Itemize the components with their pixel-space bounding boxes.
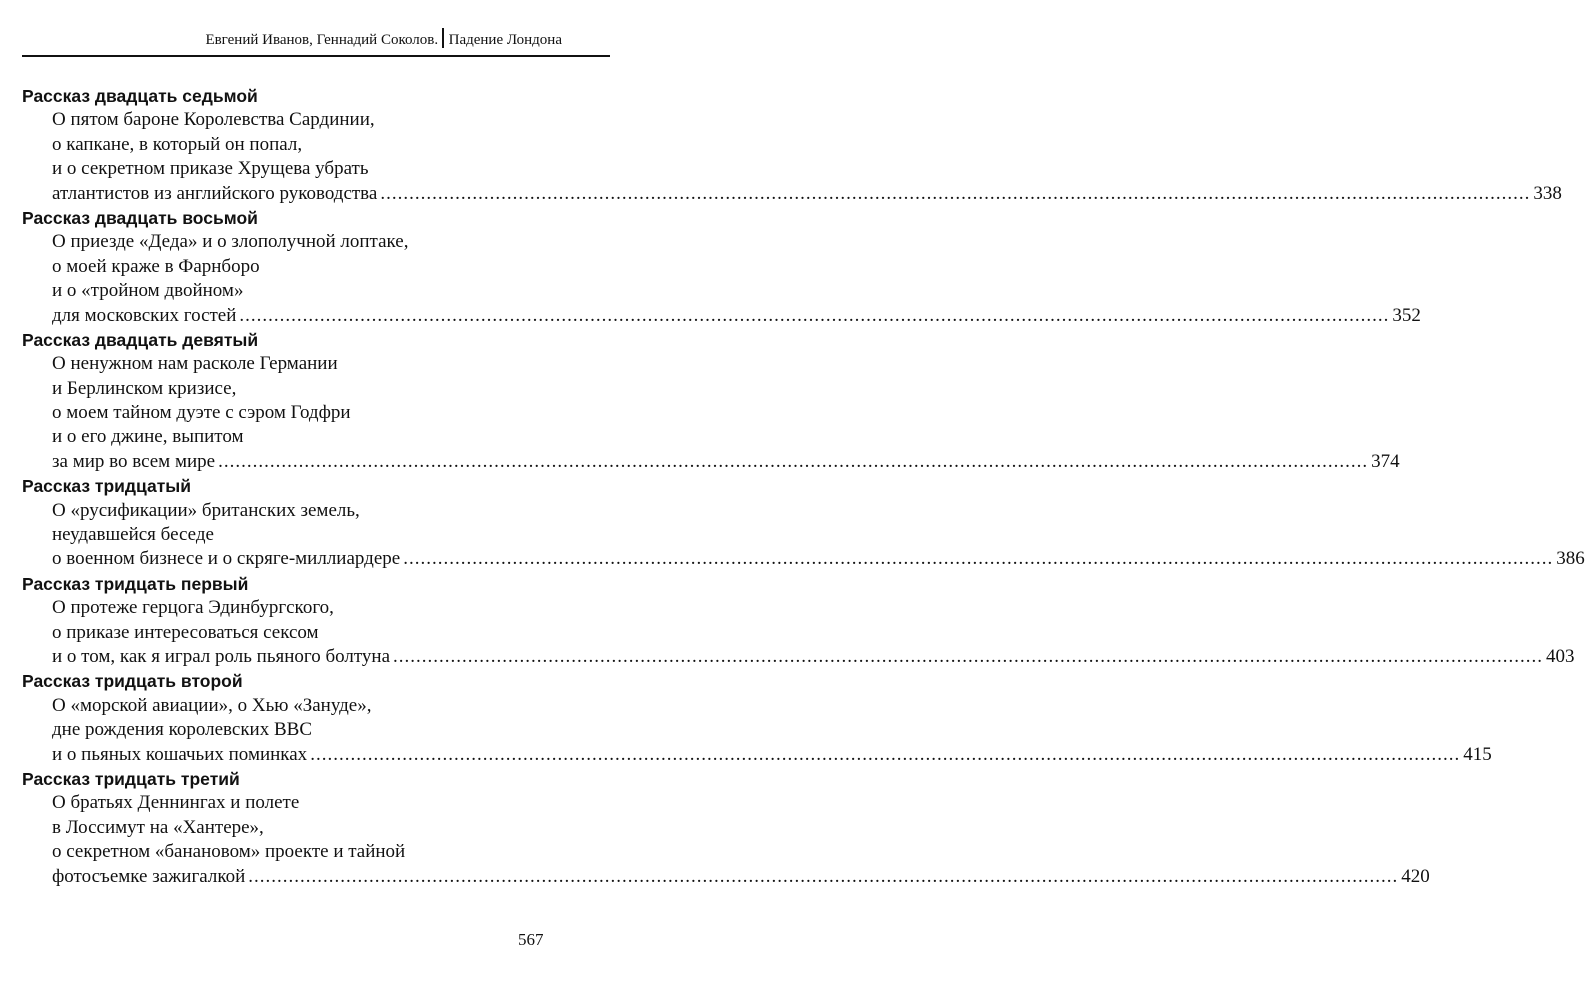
toc-entry-heading: Рассказ двадцать седьмой: [22, 86, 258, 106]
toc-entry-line-text: за мир во всем мире: [52, 450, 216, 472]
toc-entry-heading: Рассказ тридцать третий: [22, 768, 240, 789]
toc-entry-line: в Лоссимут на «Хантере»,: [52, 816, 264, 838]
toc-entry-page-number: 374: [1371, 450, 1400, 472]
header-book-title: Падение Лондона: [448, 32, 562, 48]
toc-entry-line-text: для московских гостей: [52, 304, 237, 326]
toc-entry-page-number: 403: [1546, 645, 1575, 667]
toc-entry: [22, 328, 1400, 474]
dot-leader: ........................................................................................................................................................................................................: [310, 743, 1461, 765]
toc-entry-heading: Рассказ тридцать первый: [22, 573, 249, 594]
toc-entry-line: О приезде «Деда» и о злополучной лоптаке,: [52, 231, 409, 253]
toc-entry: [22, 669, 1492, 767]
dot-leader: ........................................................................................................................................................................................................: [393, 645, 1544, 667]
toc-entry-heading: Рассказ тридцатый: [22, 476, 192, 497]
toc-entry: [22, 206, 1421, 328]
toc-entry-line: и о секретном приказе Хрущева убрать: [52, 158, 369, 180]
toc-entry-heading: Рассказ тридцать второй: [22, 671, 243, 692]
dot-leader: ........................................................................................................................................................................................................: [218, 450, 1369, 472]
toc-entry-line: О «русификации» британских земель,: [52, 499, 360, 521]
toc-entry-page-number: 420: [1401, 865, 1430, 887]
toc-entry: [22, 767, 1430, 889]
toc-entry-page-number: 415: [1463, 743, 1492, 765]
toc-entry-line: о моей краже в Фарнборо: [52, 255, 260, 277]
toc-entry-heading: Рассказ двадцать девятый: [22, 329, 259, 350]
toc-entry-line: неудавшейся беседе: [52, 524, 214, 546]
toc-entry: [22, 84, 1562, 206]
toc-entry-page-number: 338: [1533, 182, 1562, 204]
toc-entry-last-line: [22, 865, 1430, 889]
dot-leader: ........................................................................................................................................................................................................: [248, 865, 1399, 887]
toc-entry-last-line: [22, 450, 1400, 474]
header-rule: [22, 55, 610, 57]
toc-entry-page-number: 352: [1392, 304, 1421, 326]
dot-leader: ........................................................................................................................................................................................................: [403, 548, 1554, 570]
toc-entry-line: и о «тройном двойном»: [52, 280, 244, 302]
toc-entry-line-text: атлантистов из английского руководства: [52, 182, 378, 204]
header-separator: [442, 28, 444, 48]
toc-entry-line: О «морской авиации», о Хью «Зануде»,: [52, 694, 372, 716]
toc-entry-line-text: и о том, как я играл роль пьяного болтуна: [52, 645, 391, 667]
toc-entry: [22, 572, 1575, 670]
toc-entry-line: дне рождения королевских ВВС: [52, 719, 312, 741]
dot-leader: ........................................................................................................................................................................................................: [239, 304, 1390, 326]
toc-entry: [22, 474, 1585, 572]
toc-entry-line: О протеже герцога Эдинбургского,: [52, 597, 334, 619]
toc-entry-last-line: [22, 547, 1585, 571]
toc-entry-page-number: 386: [1556, 548, 1585, 570]
toc-entry-last-line: [22, 645, 1575, 669]
toc-entry-line: О братьях Деннингах и полете: [52, 792, 300, 814]
toc-entry-heading: Рассказ двадцать восьмой: [22, 207, 258, 228]
toc-entry-line-text: фотосъемке зажигалкой: [52, 865, 246, 887]
toc-entry-line: О ненужном нам расколе Германии: [52, 353, 338, 375]
page-number: 567: [518, 930, 544, 949]
toc-entry-line-text: о военном бизнесе и о скряге-миллиардере: [52, 548, 401, 570]
toc-entry-last-line: [22, 304, 1421, 328]
toc-entry-line: о капкане, в который он попал,: [52, 133, 303, 155]
toc-entry-last-line: [22, 182, 1562, 206]
toc-entry-line: и Берлинском кризисе,: [52, 377, 237, 399]
running-header: [0, 28, 562, 50]
header-authors: Евгений Иванов, Геннадий Соколов.: [205, 32, 439, 48]
toc-entry-line: о моем тайном дуэте с сэром Годфри: [52, 402, 351, 424]
toc-entry-last-line: [22, 743, 1492, 767]
toc-entry-line: о секретном «банановом» проекте и тайной: [52, 841, 406, 863]
toc-entry-line: и о его джине, выпитом: [52, 426, 244, 448]
toc-entry-line: о приказе интересоваться сексом: [52, 621, 319, 643]
toc-entry-line: О пятом бароне Королевства Сардинии,: [52, 109, 375, 131]
table-of-contents: [22, 84, 1585, 889]
toc-entry-line-text: и о пьяных кошачьих поминках: [52, 743, 308, 765]
dot-leader: ........................................................................................................................................................................................................: [380, 182, 1531, 204]
